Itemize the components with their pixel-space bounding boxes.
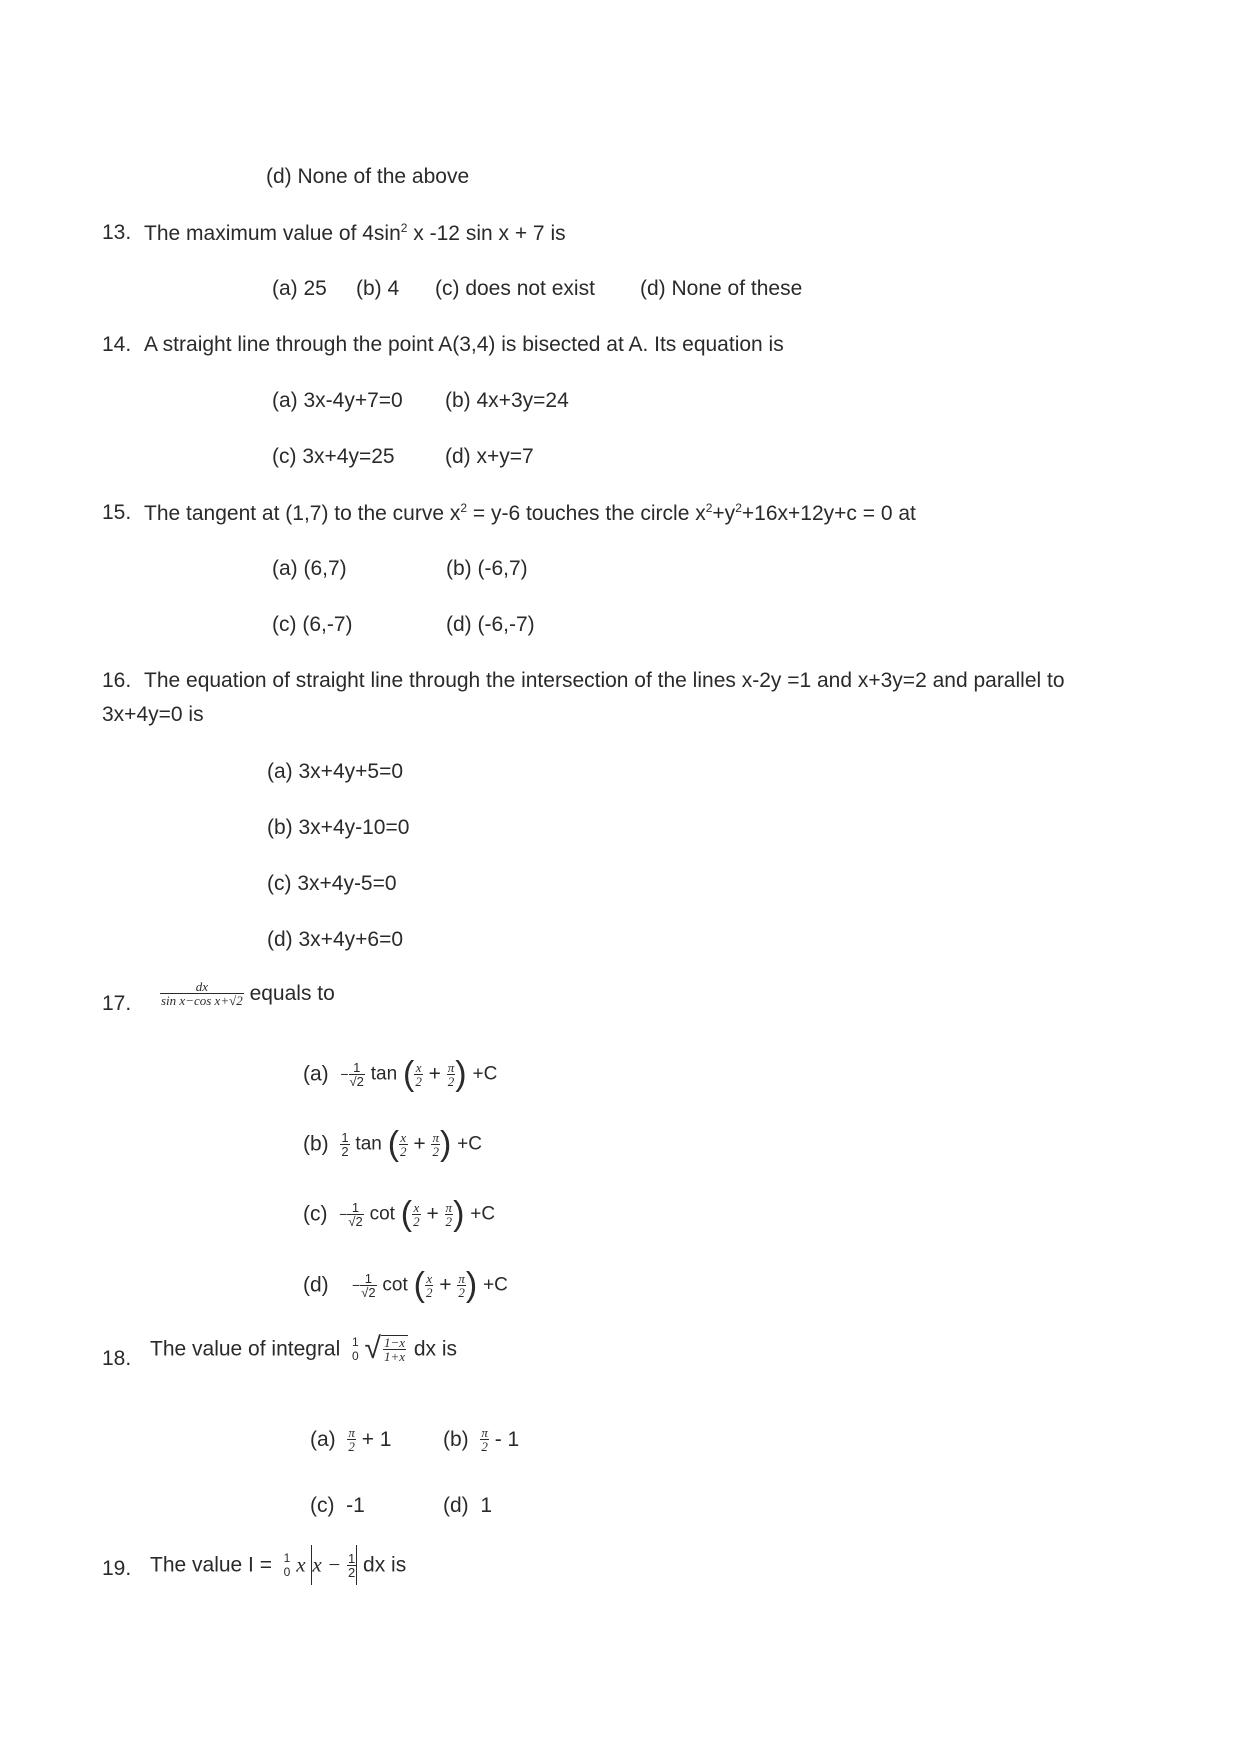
q14-option-c: (c) 3x+4y=25 <box>272 445 395 468</box>
q18-option-d: (d) 1 <box>443 1494 493 1517</box>
q18-option-b: (b) $\frac{\pi}{2}$ - 1 <box>443 1425 520 1454</box>
q16-option-a: (a) 3x+4y+5=0 <box>267 760 404 783</box>
q13-option-a: (a) 25 <box>272 277 327 300</box>
q17-number: 17. <box>102 992 132 1015</box>
q17-option-d: (d) − $\frac{1}{√2}$ cot ( $\frac{x}{2}$ + $\frac{\pi}{2}$ ) +C <box>303 1266 508 1304</box>
q14-question: A straight line through the point A(3,4) is bisected at A. Its equation is <box>144 333 784 356</box>
q14-option-a: (a) 3x-4y+7=0 <box>272 389 403 412</box>
q18-option-a: (a) $\frac{\pi}{2}$ + 1 <box>310 1425 392 1454</box>
q18-number: 18. <box>102 1347 132 1370</box>
q14-option-b: (b) 4x+3y=24 <box>445 389 569 412</box>
q17-integrand: $\frac{dx}{\text{sin x−cos x+√2}}$ equals to <box>161 979 335 1008</box>
q18-option-c: (c) -1 <box>310 1494 365 1517</box>
q13-number: 13. <box>102 221 132 244</box>
q16-option-b: (b) 3x+4y-10=0 <box>267 816 410 839</box>
q18-question: The value of integral 1 0 √ $\frac{1-x}{1+x}$ dx is <box>150 1332 458 1365</box>
q15-option-a: (a) (6,7) <box>272 557 347 580</box>
q13-question: The maximum value of $4\sin^2$ x -12 sin x + 7 is <box>144 221 566 245</box>
q17-option-b: (b) $\frac{1}{2}$ tan ( $\frac{x}{2}$ + $\frac{\pi}{2}$ ) +C <box>303 1125 482 1163</box>
q14-option-d: (d) x+y=7 <box>445 445 534 468</box>
q16-option-d: (d) 3x+4y+6=0 <box>267 928 404 951</box>
q16-option-c: (c) 3x+4y-5=0 <box>267 872 397 895</box>
q19-question: The value I = 1 0 x x − $\frac{1}{2}$ dx is <box>150 1545 406 1585</box>
q15-option-c: (c) (6,-7) <box>272 613 353 636</box>
q19-number: 19. <box>102 1557 132 1580</box>
q15-question: The tangent at (1,7) to the curve $x^2 = y-6$ touches the circle $x^2+y^2+16x+12y+c = 0$ at <box>144 501 916 525</box>
q15-number: 15. <box>102 501 132 524</box>
q16-number: 16. <box>102 669 132 692</box>
q16-question-line1: The equation of straight line through the intersection of the lines x-2y =1 and x+3y=2 and parallel to <box>144 669 1065 692</box>
q13-option-c: (c) does not exist <box>435 277 595 300</box>
q14-number: 14. <box>102 333 132 356</box>
q15-option-d: (d) (-6,-7) <box>446 613 535 636</box>
q12-option-d: (d) None of the above <box>266 165 470 188</box>
q17-option-a: (a) − $\frac{1}{√2}$ tan ( $\frac{x}{2}$ + $\frac{\pi}{2}$ ) +C <box>303 1055 498 1093</box>
q13-option-d: (d) None of these <box>640 277 803 300</box>
q16-question-line2: 3x+4y=0 is <box>102 703 204 726</box>
q15-option-b: (b) (-6,7) <box>446 557 528 580</box>
q17-option-c: (c) − $\frac{1}{√2}$ cot ( $\frac{x}{2}$ + $\frac{\pi}{2}$ ) +C <box>303 1195 496 1233</box>
q13-option-b: (b) 4 <box>356 277 400 300</box>
